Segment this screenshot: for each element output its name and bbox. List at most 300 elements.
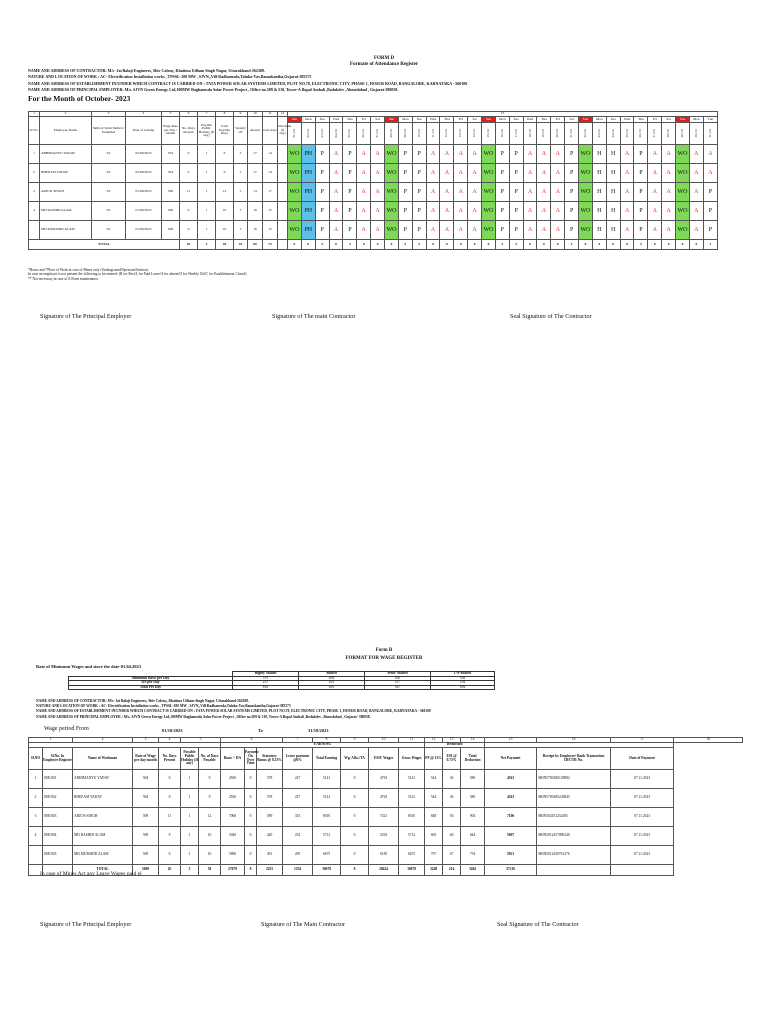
wage-cell-esi: 56 xyxy=(443,808,461,827)
weekday-cell: Fri xyxy=(454,117,468,123)
rate-cell: 494 xyxy=(431,685,495,690)
attendance-mark: WO xyxy=(676,221,690,240)
wage-cell-days: 0 xyxy=(159,789,181,808)
attendance-mark: P xyxy=(509,221,523,240)
wage-period xyxy=(44,726,89,732)
date-cell xyxy=(676,123,690,145)
date-label: 19-Oct xyxy=(541,128,546,137)
column-header: Wg. Allw./TA xyxy=(341,748,369,770)
header-row xyxy=(29,748,743,770)
wage-cell-leave: 227 xyxy=(283,770,313,789)
wage-cell-td: 580 xyxy=(461,789,485,808)
wage-cell-gross: 5712 xyxy=(399,827,425,846)
attendance-mark: WO xyxy=(579,145,593,164)
wage-cell-utr: SBIN502451252485 xyxy=(537,808,611,827)
wage-cell-te: 8010 xyxy=(313,808,341,827)
date-label: 25-Oct xyxy=(624,128,629,137)
attendance-mark: A xyxy=(537,221,551,240)
column-number: 11 xyxy=(263,112,278,117)
holiday-cell: 1 xyxy=(198,164,216,183)
rate-row-label: DA per Day xyxy=(69,681,233,686)
weekday-cell: Sun xyxy=(482,117,496,123)
wage-cell-utr: SBIN501245789624S xyxy=(537,827,611,846)
date-label: 28-Oct xyxy=(666,128,671,137)
wage-cell-esic: 5292 xyxy=(369,827,399,846)
wage-cell-ot: 0 xyxy=(245,827,257,846)
wage-cell-days: 11 xyxy=(159,808,181,827)
date-cell xyxy=(315,123,329,145)
wage-cell-net: 5921 xyxy=(485,846,537,865)
info-line-establishment: NAME AND ADDRESS OF ESTABLISHMENT IN/UNDER WHICH CONTRACT IS CARRIED ON : TATA POWER SOLAR SYSTEMS LIMITED, PLOT NO.78, ELECTRONIC CITY, PHASE 1, HOSUR ROAD, BANGALORE, KARNATAKA - 560100 xyxy=(36,709,431,714)
attendance-mark: A xyxy=(551,202,565,221)
attendance-mark: A xyxy=(426,183,440,202)
attendance-mark: P xyxy=(634,202,648,221)
attendance-mark: A xyxy=(357,221,371,240)
sig-main-contractor-b: Signature of The Main Contractor xyxy=(261,921,346,928)
column-number: 8 xyxy=(216,112,234,117)
column-header: Basic + DA xyxy=(221,748,245,770)
wage-cell-sl: 4 xyxy=(29,827,43,846)
date-cell xyxy=(468,123,482,145)
total-day-cell: 0 xyxy=(676,240,690,250)
total-day-cell: 5 xyxy=(398,240,412,250)
date-label: 03-Oct xyxy=(319,128,324,137)
total-payable-cell: 9 xyxy=(216,164,234,183)
attendance-mark: WO xyxy=(288,221,302,240)
attendance-mark: WO xyxy=(288,183,302,202)
wage-cell-date: 07.11.2023 xyxy=(611,846,674,865)
wage-cell-bonus: 589 xyxy=(257,808,283,827)
attendance-mark: P xyxy=(703,221,717,240)
total-day-cell: 5 xyxy=(565,240,579,250)
wage-cell-sl: 1 xyxy=(29,770,43,789)
attendance-mark: WO xyxy=(482,183,496,202)
total-cell-gross: 30678 xyxy=(399,865,425,876)
form-d-month: For the Month of October- 2023 xyxy=(28,94,131,103)
doj-cell: 01/09/2023 xyxy=(126,202,162,221)
wage-cell-bonus: 378 xyxy=(257,789,283,808)
weekday-cell: Sat xyxy=(565,117,579,123)
date-cell xyxy=(329,123,343,145)
rate-col-skilled: Skilled xyxy=(299,672,365,677)
form-d-title: FORM D xyxy=(373,56,395,61)
wage-cell-allw: 0 xyxy=(341,808,369,827)
weekday-cell: Fri xyxy=(357,117,371,123)
wage-cell-ot: 0 xyxy=(245,770,257,789)
column-number: 5 xyxy=(162,112,180,117)
wage-cell-pf: 544 xyxy=(425,789,443,808)
weekday-cell: Tue xyxy=(412,117,426,123)
wage-cell-hol: 1 xyxy=(181,789,199,808)
column-number: 11 xyxy=(399,738,425,743)
attendance-mark: P xyxy=(412,202,426,221)
wage-cell-esi: 47 xyxy=(443,846,461,865)
table-cell xyxy=(611,865,674,876)
wage-cell-pf: 544 xyxy=(425,770,443,789)
attendance-mark: A xyxy=(329,145,343,164)
attendance-mark: A xyxy=(454,202,468,221)
rate-cell: 494 xyxy=(299,676,365,681)
holiday-cell: 1 xyxy=(198,183,216,202)
attendance-mark: A xyxy=(537,145,551,164)
attendance-mark: A xyxy=(648,221,662,240)
rate-cell: 504 xyxy=(162,164,180,183)
wage-cell-date: 07.11.2023 xyxy=(611,789,674,808)
table-row xyxy=(29,827,743,846)
attendance-mark: A xyxy=(523,221,537,240)
rate-cell: 358 xyxy=(431,676,495,681)
total-cell-leave: 1354 xyxy=(283,865,313,876)
table-row xyxy=(29,221,718,240)
wage-cell-allw: 0 xyxy=(341,846,369,865)
date-label: 12-Oct xyxy=(444,128,449,137)
employee-name-cell: ABHIMANYU YADAV xyxy=(40,145,92,164)
attendance-mark: A xyxy=(468,164,482,183)
wage-cell-reg: JBE/003 xyxy=(43,808,73,827)
column-header: Sl.NO xyxy=(29,748,43,770)
date-label: 22-Oct xyxy=(582,128,587,137)
attendance-mark: H xyxy=(606,202,620,221)
attendance-mark: WO xyxy=(579,164,593,183)
weekday-cell: Mon xyxy=(495,117,509,123)
wage-cell-pay: 10 xyxy=(199,846,221,865)
wage-cell-basic: 5040 xyxy=(221,827,245,846)
attendance-mark: A xyxy=(620,183,634,202)
wage-cell-basic: 5890 xyxy=(221,846,245,865)
total-cell-net: 27216 xyxy=(485,865,537,876)
column-header-nodays: No. Days Present xyxy=(180,117,198,145)
days-present-cell: 11 xyxy=(180,183,198,202)
attendance-mark: A xyxy=(689,202,703,221)
date-cell xyxy=(426,123,440,145)
date-cell xyxy=(495,123,509,145)
holiday-cell: 1 xyxy=(198,221,216,240)
column-number: 2 xyxy=(40,112,92,117)
date-cell xyxy=(343,123,357,145)
rate-cell: 816 xyxy=(233,685,299,690)
column-number: 4 xyxy=(126,112,162,117)
attendance-mark: P xyxy=(634,183,648,202)
form-d-info xyxy=(28,68,467,93)
weekday-cell: Fri xyxy=(551,117,565,123)
column-number: 9 xyxy=(234,112,248,117)
column-header-ot: Overtime (if any) xyxy=(278,117,288,145)
doj-cell: 01/09/2023 xyxy=(126,221,162,240)
attendance-mark: P xyxy=(509,145,523,164)
total-day-cell: 0 xyxy=(523,240,537,250)
skill-cell: SS xyxy=(92,145,126,164)
column-header-sno: Sl No. xyxy=(29,117,40,145)
attendance-mark: WO xyxy=(482,221,496,240)
sig-principal-employer-b: Signature of The Principal Employer xyxy=(40,921,132,928)
column-number: 13 xyxy=(288,112,718,117)
attendance-mark: P xyxy=(343,221,357,240)
attendance-mark: P xyxy=(634,145,648,164)
column-number: 15 xyxy=(485,738,537,743)
column-number: 10 xyxy=(369,738,399,743)
column-number: 18 xyxy=(674,738,743,743)
wage-cell-gross: 6675 xyxy=(399,846,425,865)
attendance-mark: P xyxy=(634,164,648,183)
total-days-cell: 14 xyxy=(263,164,278,183)
column-header: PF @ 12% xyxy=(425,748,443,770)
total-cell: 5 xyxy=(198,240,216,250)
attendance-mark: P xyxy=(509,164,523,183)
wage-cell-pay: 10 xyxy=(199,827,221,846)
wage-cell-esic: 4763 xyxy=(369,770,399,789)
wage-cell-gross: 5141 xyxy=(399,770,425,789)
date-label: 08-Oct xyxy=(388,128,393,137)
rate-cell: 194 xyxy=(431,681,495,686)
attendance-mark: P xyxy=(495,183,509,202)
wage-cell-net: 4561 xyxy=(485,770,537,789)
attendance-mark: P xyxy=(565,183,579,202)
wage-cell-utr: SBIN578548S245845 xyxy=(537,789,611,808)
date-cell xyxy=(398,123,412,145)
attendance-mark: WO xyxy=(288,145,302,164)
table-row xyxy=(29,183,718,202)
wage-cell-leave: 353 xyxy=(283,808,313,827)
attendance-mark: P xyxy=(565,221,579,240)
date-label: 18-Oct xyxy=(527,128,532,137)
wage-cell-leave: 295 xyxy=(283,846,313,865)
attendance-mark: A xyxy=(689,183,703,202)
wage-cell-reg: JBE/004 xyxy=(43,827,73,846)
attendance-mark: A xyxy=(440,202,454,221)
attendance-mark: A xyxy=(551,183,565,202)
column-header: ESIC Wages xyxy=(369,748,399,770)
attendance-mark: P xyxy=(398,221,412,240)
weekday-cell: Sat xyxy=(662,117,676,123)
attendance-mark: A xyxy=(371,145,385,164)
weekday-cell: Mon xyxy=(301,117,315,123)
weekly-off-cell: 5 xyxy=(234,221,248,240)
wage-period-label: Wage period From xyxy=(44,726,89,732)
total-days-cell: 15 xyxy=(263,221,278,240)
date-cell xyxy=(357,123,371,145)
attendance-mark: H xyxy=(592,183,606,202)
rate-col-unskilled: UN-Skilled xyxy=(431,672,495,677)
note-line-2: In case an employee is not present the following to be entered: (R for Rest/L for Paid Leave/A for absent/O for Weekly Off/C for Establishment Closed) xyxy=(28,272,247,277)
column-number: 6 xyxy=(221,738,283,743)
rate-heading: Rate of Minimum Wages and since the date-01.04.2023 xyxy=(36,664,142,669)
total-day-cell: 0 xyxy=(537,240,551,250)
attendance-mark: A xyxy=(689,145,703,164)
column-number: 1 xyxy=(29,112,40,117)
date-cell xyxy=(592,123,606,145)
attendance-mark: H xyxy=(592,164,606,183)
attendance-mark: P xyxy=(565,145,579,164)
wage-cell-rate: 509 xyxy=(133,846,159,865)
attendance-mark: A xyxy=(357,202,371,221)
info-line-principal: NAME AND ADDRESS OF PRINCIPAL EMPLOYER: M/s. SJVN Green Energy Ltd,100MW Raghanesda Solar Power Project , Office no.509 & 510, Tower-A Bopal Ambali ,Bodakdev ,Ahmedabad , Gujarat-380058. xyxy=(28,86,399,92)
wage-cell-days: 9 xyxy=(159,846,181,865)
wage-cell-td: 644 xyxy=(461,827,485,846)
wage-cell-te: 5141 xyxy=(313,789,341,808)
overtime-cell xyxy=(278,221,288,240)
total-cell xyxy=(278,240,288,250)
wage-cell-hol: 1 xyxy=(181,846,199,865)
wage-cell-td: 754 xyxy=(461,846,485,865)
wage-cell-rate: 504 xyxy=(133,770,159,789)
wage-cell-name: ARJUN SINGH xyxy=(73,808,133,827)
attendance-mark: H xyxy=(606,164,620,183)
info-line-work: NATURE AND LOCATION OF WORK : AC- Electrification Installation works , TPSSL-100 MW , SJVN,,Vill-Radhanesda,Taluka-Vav,Banaskantha,Gujarat-385575 xyxy=(36,704,291,709)
attendance-mark: A xyxy=(551,221,565,240)
form-b-subtitle: FORMAT FOR WAGE REGISTER xyxy=(345,656,423,661)
attendance-mark: PH xyxy=(301,183,315,202)
wage-from: 01/10/2023 xyxy=(162,728,183,733)
wage-cell-bonus: 420 xyxy=(257,827,283,846)
date-cell xyxy=(537,123,551,145)
note-line-1: *Hours and *Place of Work in case of Mines only (Underground/Opencast/Surface) xyxy=(28,268,149,272)
total-cell-esic: 28424 xyxy=(369,865,399,876)
wage-cell-gross: 8010 xyxy=(399,808,425,827)
total-label: TOTAL xyxy=(29,240,180,250)
overtime-cell xyxy=(278,202,288,221)
date-cell xyxy=(689,123,703,145)
column-header-skill: Skilled/ Semi Skilled / Unskilled xyxy=(92,117,126,145)
column-number: 5 xyxy=(181,738,221,743)
attendance-mark: WO xyxy=(385,183,399,202)
wage-to-label: To xyxy=(258,728,263,733)
total-day-cell: 5 xyxy=(634,240,648,250)
total-label: TOTAL xyxy=(73,865,133,876)
attendance-mark: A xyxy=(329,164,343,183)
form-d-notes xyxy=(28,268,247,281)
skill-cell: SS xyxy=(92,164,126,183)
column-header-doj: Date of Joining xyxy=(126,117,162,145)
absent-cell: 17 xyxy=(248,164,263,183)
date-cell xyxy=(385,123,399,145)
total-cell-hol: 5 xyxy=(181,865,199,876)
attendance-mark: A xyxy=(689,221,703,240)
date-label: 31-Oct xyxy=(707,128,712,137)
holiday-cell: 1 xyxy=(198,145,216,164)
attendance-mark: A xyxy=(454,164,468,183)
total-days-cell: 15 xyxy=(263,202,278,221)
weekday-cell: Tue xyxy=(315,117,329,123)
attendance-mark: P xyxy=(343,145,357,164)
date-label: 06-Oct xyxy=(361,128,366,137)
rate-cell: 509 xyxy=(162,202,180,221)
column-number: 12 xyxy=(278,112,288,117)
total-cell-esi: 214 xyxy=(443,865,461,876)
column-number: 2 xyxy=(73,738,133,743)
date-label: 20-Oct xyxy=(555,128,560,137)
attendance-mark: A xyxy=(537,202,551,221)
attendance-mark: A xyxy=(329,221,343,240)
column-number: 9 xyxy=(341,738,369,743)
attendance-mark: WO xyxy=(385,202,399,221)
attendance-mark: P xyxy=(565,164,579,183)
note-line-3: ** Not necessary in case of E Form maintenance xyxy=(28,276,99,281)
weekday-cell: Sat xyxy=(371,117,385,123)
wage-cell-rate: 509 xyxy=(133,827,159,846)
attendance-mark: P xyxy=(495,145,509,164)
info-line-establishment: NAME AND ADDRESS OF ESTABLISHMENT IN/UNDER WHICH CONTRACT IS CARRIED ON : TATA POWER SOLAR SYSTEMS LIMITED, PLOT NO.78, ELECTRONIC CITY, PHASE 1, HOSUR ROAD, BANGALORE, KARNATAKA - 560100 xyxy=(28,80,468,86)
sno-cell: 1 xyxy=(29,145,40,164)
wage-cell-sl: 2 xyxy=(29,789,43,808)
rate-cell: 237 xyxy=(233,681,299,686)
attendance-mark: WO xyxy=(482,164,496,183)
attendance-mark: A xyxy=(620,145,634,164)
attendance-mark: A xyxy=(662,202,676,221)
weekday-cell: Thu xyxy=(440,117,454,123)
date-cell xyxy=(482,123,496,145)
total-cell: 25 xyxy=(234,240,248,250)
total-payable-cell: 9 xyxy=(216,145,234,164)
date-cell xyxy=(606,123,620,145)
date-label: 13-Oct xyxy=(458,128,463,137)
employee-name-cell: BHEEAM YADAV xyxy=(40,164,92,183)
date-cell xyxy=(454,123,468,145)
rate-row-label: Total Per Day xyxy=(69,685,233,690)
attendance-mark: H xyxy=(606,145,620,164)
date-label: 09-Oct xyxy=(402,128,407,137)
date-label: 14-Oct xyxy=(472,128,477,137)
attendance-mark: A xyxy=(357,164,371,183)
attendance-mark: A xyxy=(371,183,385,202)
rates-table-wrap xyxy=(68,671,495,690)
attendance-mark: H xyxy=(606,221,620,240)
wage-cell-te: 5712 xyxy=(313,827,341,846)
date-cell xyxy=(301,123,315,145)
attendance-mark: A xyxy=(329,183,343,202)
column-header: Net Payment xyxy=(485,748,537,770)
info-line-principal: NAME AND ADDRESS OF PRINCIPAL EMPLOYER : M/s. SJVN Green Energy Ltd,100MW Raghanesda Solar Power Project , Office no.509 & 510, Tower-A Bopal Ambali ,Bodakdev ,Ahmedabad , Gujarat- 380058. xyxy=(36,714,371,719)
earning-group-label: EARNING xyxy=(221,743,425,748)
total-day-cell: 0 xyxy=(468,240,482,250)
attendance-mark: A xyxy=(662,221,676,240)
column-header: Total Earning xyxy=(313,748,341,770)
attendance-mark: A xyxy=(662,183,676,202)
sig-contractor-seal-b: Seal Signature of The Contractor xyxy=(497,921,579,928)
wage-cell-basic: 4536 xyxy=(221,789,245,808)
attendance-mark: P xyxy=(398,202,412,221)
wage-cell-ot: 0 xyxy=(245,789,257,808)
attendance-mark: WO xyxy=(385,164,399,183)
overtime-cell xyxy=(278,164,288,183)
total-cell-te: 30678 xyxy=(313,865,341,876)
column-header: Payable Public Holiday (If any) xyxy=(181,748,199,770)
wage-cell-bonus: 378 xyxy=(257,770,283,789)
total-day-cell: 0 xyxy=(329,240,343,250)
attendance-mark: P xyxy=(509,183,523,202)
employee-name-cell: MD MURSHID ALAM xyxy=(40,221,92,240)
absent-cell: 16 xyxy=(248,202,263,221)
rate-cell: 695 xyxy=(299,685,365,690)
total-day-cell: 5 xyxy=(315,240,329,250)
total-cell-td: 3462 xyxy=(461,865,485,876)
date-cell xyxy=(412,123,426,145)
table-row xyxy=(29,202,718,221)
wage-cell-bonus: 491 xyxy=(257,846,283,865)
attendance-mark: A xyxy=(426,221,440,240)
wage-cell-days: 0 xyxy=(159,770,181,789)
attendance-mark: A xyxy=(371,164,385,183)
date-label: 04-Oct xyxy=(333,128,338,137)
wage-cell-sl xyxy=(29,846,43,865)
rate-cell: 509 xyxy=(162,221,180,240)
wage-cell-hol: 1 xyxy=(181,808,199,827)
mines-footnote: In case of Mines Act any Leave Wages paid el xyxy=(40,871,142,877)
weekly-off-cell: 5 xyxy=(234,164,248,183)
total-days-cell: 14 xyxy=(263,145,278,164)
total-cell-basic: 27079 xyxy=(221,865,245,876)
rate-cell: 450 xyxy=(365,676,431,681)
weekly-off-cell: 5 xyxy=(234,145,248,164)
